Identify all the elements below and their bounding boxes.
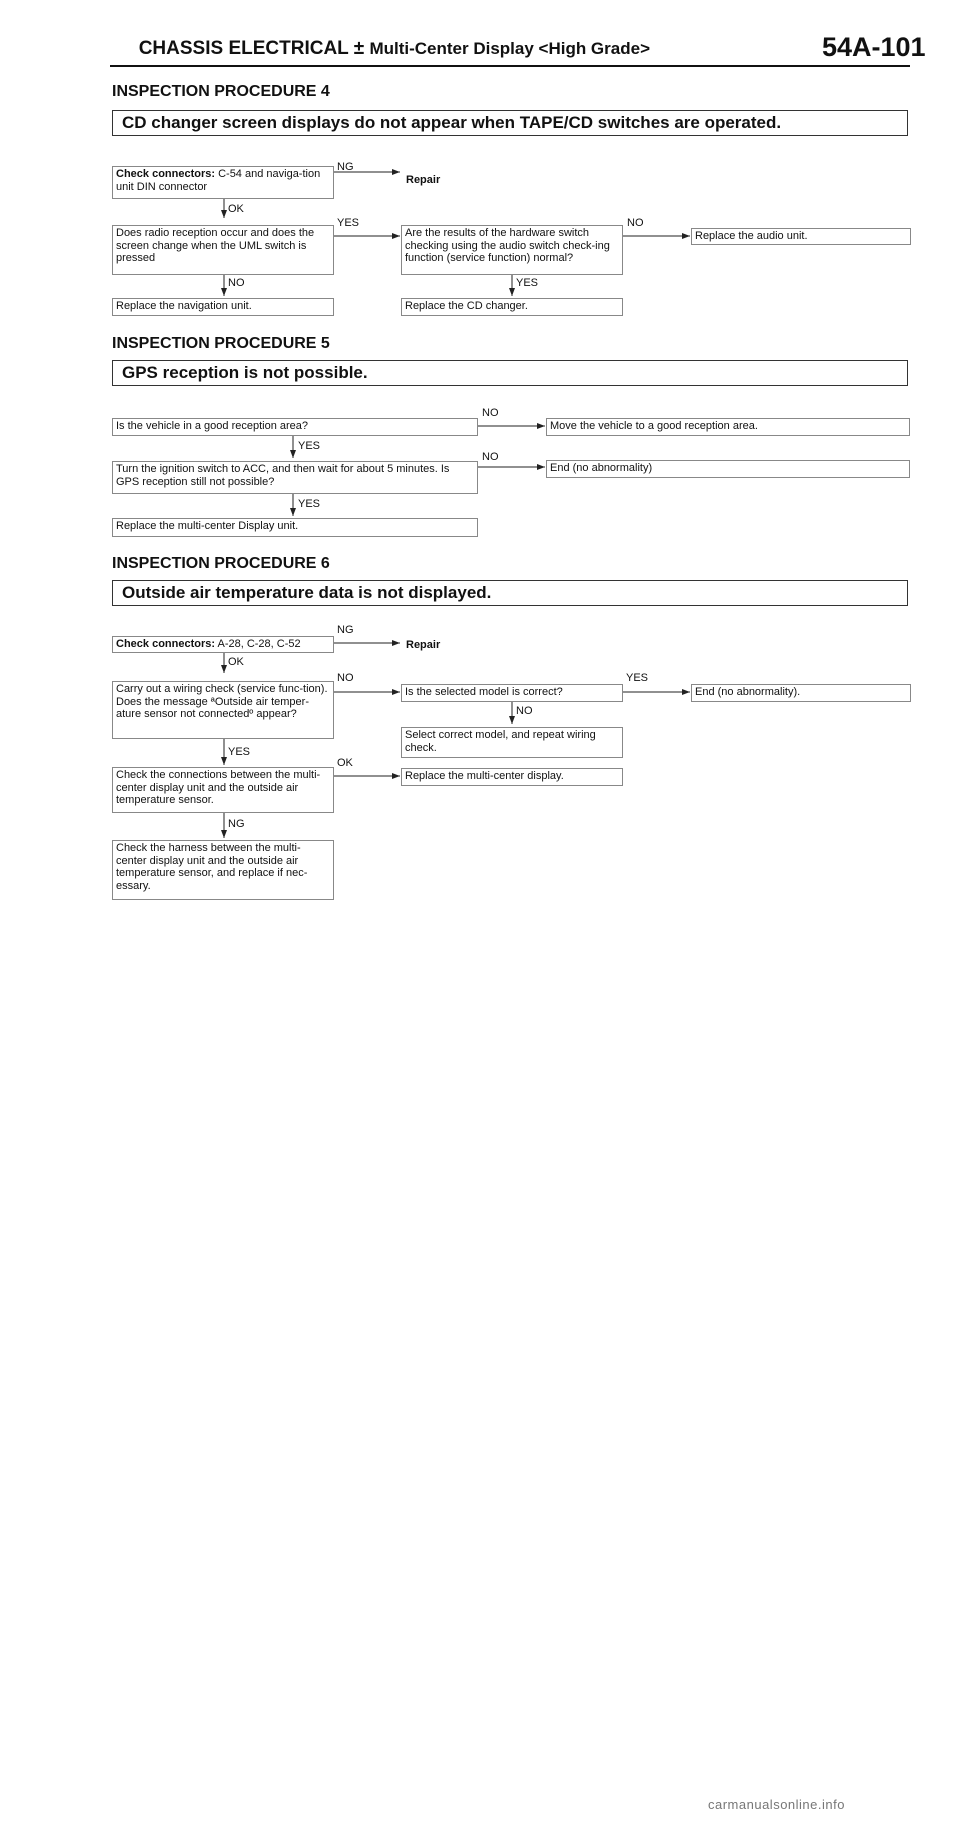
proc4-check-connectors-box <box>112 166 334 199</box>
proc4-replace-nav-box: Replace the navigation unit. <box>112 298 334 316</box>
proc5-yes-label-1: YES <box>298 440 321 452</box>
proc5-end-box: End (no abnormality) <box>546 460 910 478</box>
header-rule <box>110 65 910 67</box>
proc5-banner: GPS reception is not possible. <box>112 360 908 386</box>
proc5-title: INSPECTION PROCEDURE 5 <box>112 335 330 352</box>
proc6-title: INSPECTION PROCEDURE 6 <box>112 555 330 572</box>
proc6-connections-box: Check the connections between the multi-center display unit and the outside air temperature sensor. <box>112 767 334 813</box>
proc6-banner: Outside air temperature data is not displayed. <box>112 580 908 606</box>
proc6-check-connectors-box <box>112 636 334 653</box>
proc4-replace-audio-box: Replace the audio unit. <box>691 228 911 245</box>
check-connectors-label: Check connectors: <box>116 168 216 180</box>
proc6-yes-label-2: YES <box>228 746 251 758</box>
proc4-hw-switch-question-box: Are the results of the hardware switch checking using the audio switch check-ing function (service function) normal? <box>401 225 623 275</box>
proc6-harness-box: Check the harness between the multi-center display unit and the outside air temperature sensor, and replace if nec-essary. <box>112 840 334 900</box>
proc6-ng-label-2: NG <box>228 818 245 830</box>
proc6-ng-label: NG <box>337 624 354 636</box>
proc6-wiring-check-box: Carry out a wiring check (service func-tion). Does the message ªOutside air temper-ature sensor not connectedº appear? <box>112 681 334 739</box>
proc6-repair: Repair <box>406 639 441 651</box>
proc6-select-model-box: Select correct model, and repeat wiring check. <box>401 727 623 758</box>
page-header <box>139 38 650 60</box>
proc4-repair: Repair <box>406 174 441 186</box>
proc5-yes-label-2: YES <box>298 498 321 510</box>
proc4-yes-label: YES <box>337 217 360 229</box>
header-subtitle: Multi-Center Display <High Grade> <box>369 39 650 58</box>
proc4-ng-label: NG <box>337 161 354 173</box>
proc5-reception-question-box: Is the vehicle in a good reception area? <box>112 418 478 436</box>
proc5-no-label-2: NO <box>482 451 499 463</box>
proc6-model-question-box: Is the selected model is correct? <box>401 684 623 702</box>
proc5-ignition-question-box: Turn the ignition switch to ACC, and then wait for about 5 minutes. Is GPS reception still not possible? <box>112 461 478 494</box>
proc4-replace-cd-box: Replace the CD changer. <box>401 298 623 316</box>
check-connectors-text: A-28, C-28, C-52 <box>215 638 301 650</box>
proc4-yes-label-down: YES <box>516 277 539 289</box>
check-connectors-text: C-54 and naviga-tion unit DIN connector <box>116 168 321 193</box>
proc6-replace-display-box: Replace the multi-center display. <box>401 768 623 786</box>
proc5-no-label-1: NO <box>482 407 499 419</box>
header-separator: ± <box>353 38 365 59</box>
proc6-no-label-2: NO <box>516 705 533 717</box>
header-section: CHASSIS ELECTRICAL <box>138 38 349 59</box>
proc4-title: INSPECTION PROCEDURE 4 <box>112 83 330 100</box>
proc6-ok-label: OK <box>228 656 244 668</box>
proc4-no-label-right: NO <box>627 217 644 229</box>
page-number: 54A-101 <box>822 32 926 62</box>
watermark: carmanualsonline.info <box>708 1797 845 1812</box>
proc6-ok-label-2: OK <box>337 757 353 769</box>
proc4-ok-label: OK <box>228 203 244 215</box>
proc6-yes-label-1: YES <box>626 672 649 684</box>
proc5-move-vehicle-box: Move the vehicle to a good reception area. <box>546 418 910 436</box>
proc6-end-box: End (no abnormality). <box>691 684 911 702</box>
proc4-banner: CD changer screen displays do not appear when TAPE/CD switches are operated. <box>112 110 908 136</box>
proc4-radio-question-box: Does radio reception occur and does the screen change when the UML switch is pressed <box>112 225 334 275</box>
proc5-replace-display-box: Replace the multi-center Display unit. <box>112 518 478 537</box>
proc6-no-label-1: NO <box>337 672 354 684</box>
check-connectors-label: Check connectors: <box>116 638 216 650</box>
proc4-no-label-down: NO <box>228 277 245 289</box>
